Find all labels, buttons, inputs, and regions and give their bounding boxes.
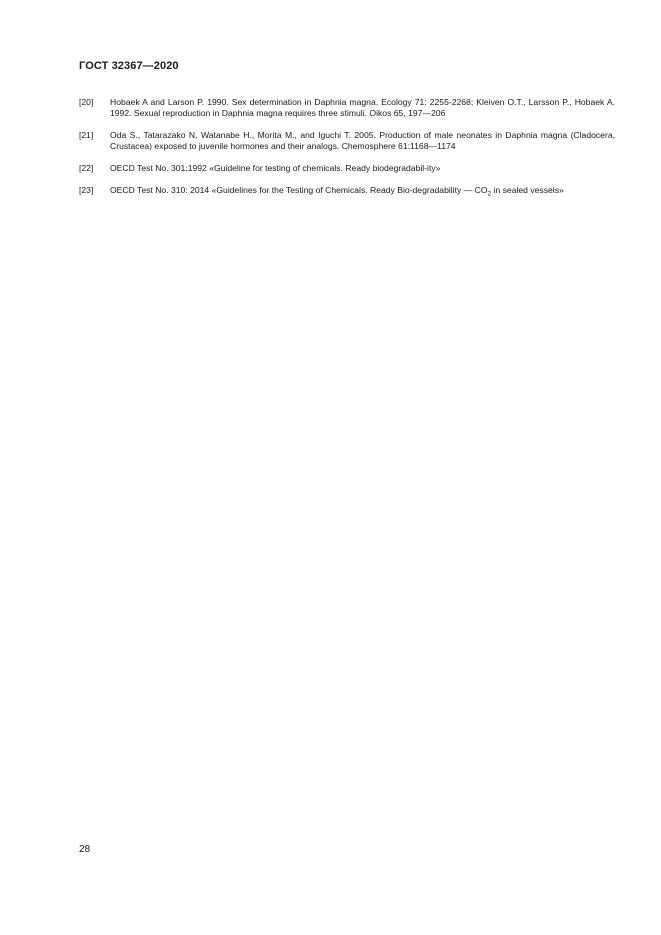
reference-item <box>79 97 615 119</box>
page-header-standard-code: ГОСТ 32367—2020 <box>79 60 179 72</box>
reference-number: [22] <box>79 163 94 173</box>
reference-text: Hobaek A and Larson P. 1990. Sex determination in Daphnia magna. Ecology 71: 2255-2268; Kleiven O.T., Larsson P., Hobaek A. 1992. Sexual reproduction in Daphnia magna requires three stimuli. Oikos 65, 197—206 <box>110 97 615 118</box>
reference-text <box>110 185 615 196</box>
bibliography-list <box>79 97 615 207</box>
reference-text: Oda S., Tatarazako N, Watanabe H., Morita M., and Iguchi T. 2005. Production of male neonates in Daphnia magna (Cladocera, Crustacea) exposed to juvenile hormones and their analogs. Chemosphere 61:1168—1174 <box>110 130 615 151</box>
reference-text-part: OECD Test No. 310: 2014 «Guidelines for the Testing of Chemicals. Ready Bio-degradability — CO <box>110 185 488 195</box>
reference-item <box>79 163 615 174</box>
reference-item <box>79 185 615 196</box>
reference-number: [21] <box>79 130 94 140</box>
reference-number: [23] <box>79 185 94 195</box>
co2-subscript: 2 <box>487 190 492 198</box>
reference-text-part: in sealed vessels» <box>491 185 564 195</box>
page-number: 28 <box>79 844 91 855</box>
reference-item <box>79 130 615 152</box>
reference-text: OECD Test No. 301:1992 «Guideline for testing of chemicals. Ready biodegradabil-ity» <box>110 163 441 173</box>
reference-number: [20] <box>79 97 94 107</box>
